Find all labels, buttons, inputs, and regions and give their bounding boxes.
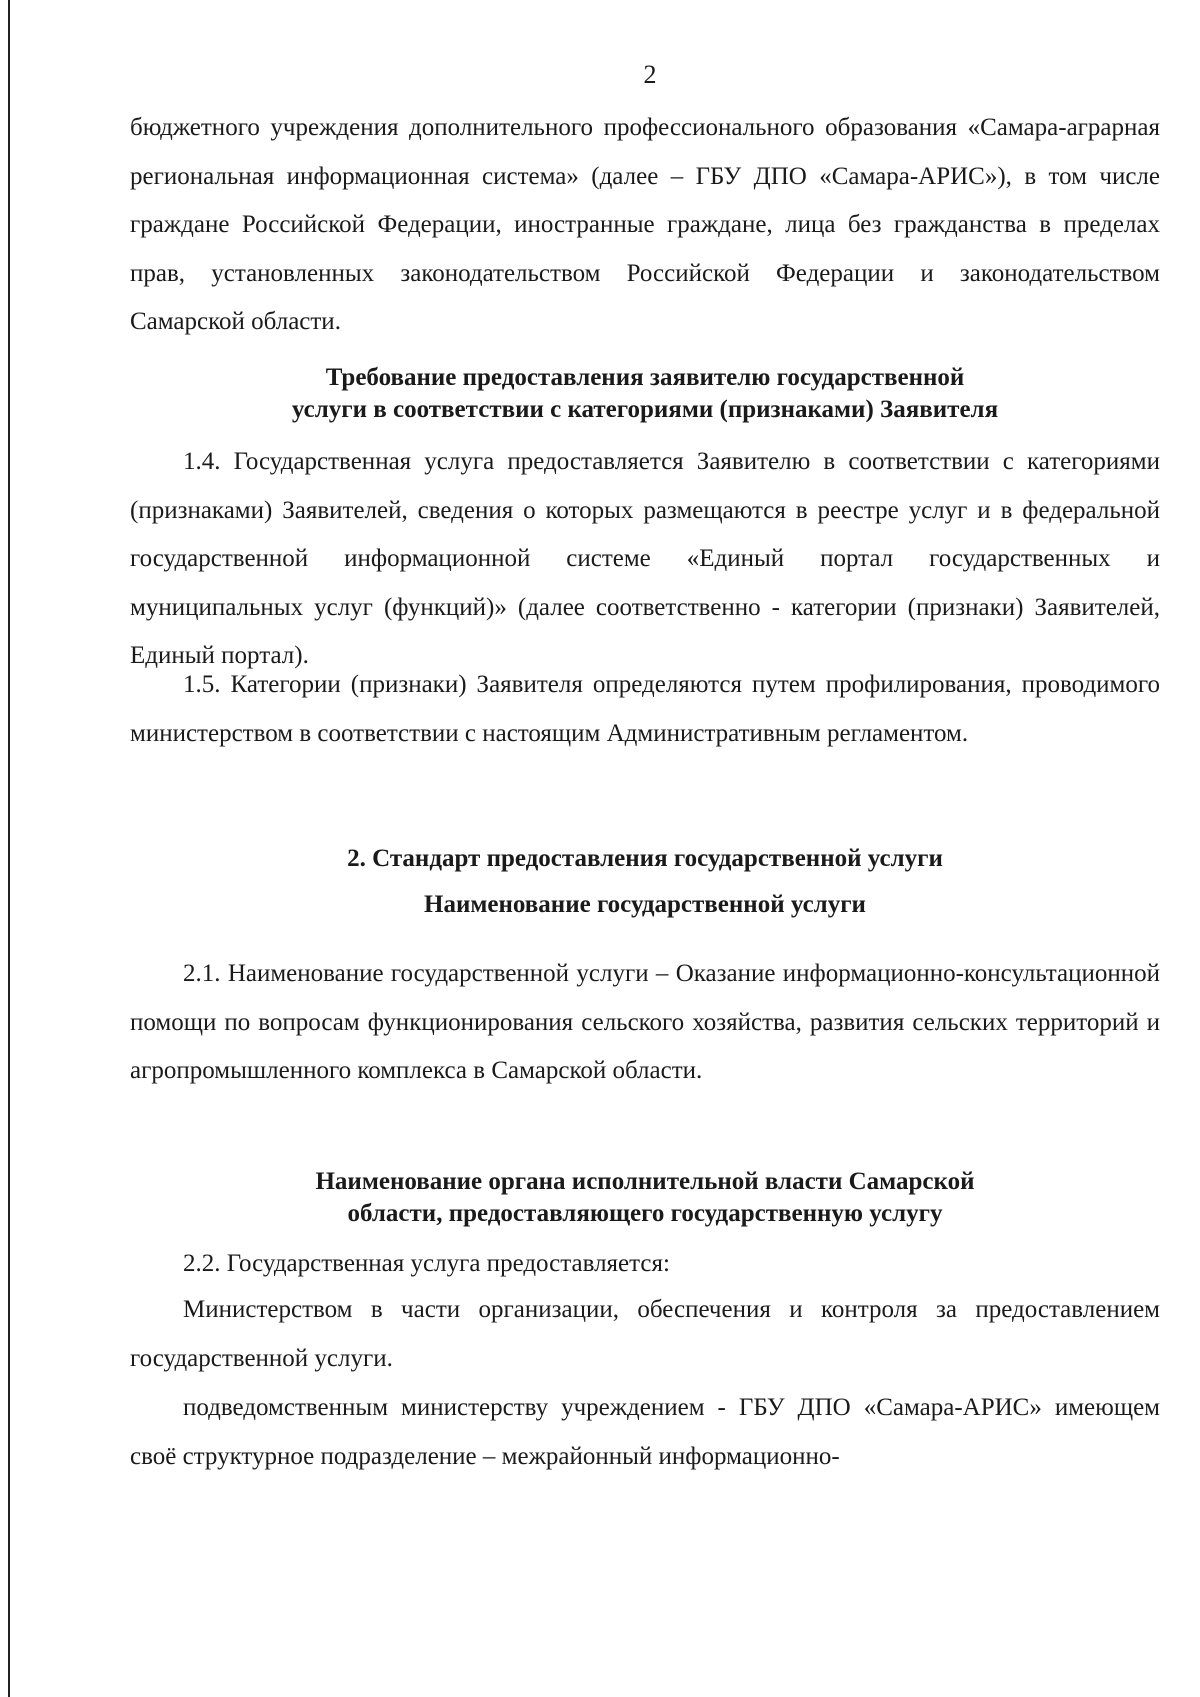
- heading-line: Наименование органа исполнительной власти Самарской: [315, 1168, 975, 1195]
- heading-authority: [130, 1166, 1160, 1230]
- heading-line: Требование предоставления заявителю государственной: [325, 364, 965, 391]
- paragraph-2-2-ministry: Министерством в части организации, обеспечения и контроля за предоставлением государственной услуги.: [130, 1296, 1160, 1372]
- paragraph-1-5: 1.5. Категории (признаки) Заявителя определяются путем профилирования, проводимого министерством в соответствии с настоящим Административным регламентом.: [130, 671, 1160, 747]
- heading-section-2: 2. Стандарт предоставления государственной услуги: [347, 845, 943, 872]
- heading-service-name: Наименование государственной услуги: [424, 891, 866, 918]
- paragraph-2-1: 2.1. Наименование государственной услуги – Оказание информационно-консультационной помощи по вопросам функционирования сельского хозяйства, развития сельских территорий и агропромышленного комплекса в Самарской области.: [130, 960, 1160, 1084]
- paragraph-1-4: 1.4. Государственная услуга предоставляется Заявителю в соответствии с категориями (признаками) Заявителей, сведения о которых размещаются в реестре услуг и в федеральной государственной информационной системе «Единый портал государственных и муниципальных услуг (функций)» (далее соответственно - категории (признаки) Заявителей, Единый портал).: [130, 448, 1160, 669]
- heading-applicant-categories: [130, 362, 1160, 426]
- page-number: 2: [643, 60, 657, 89]
- heading-line: услуги в соответствии с категориями (признаками) Заявителя: [291, 396, 999, 423]
- paragraph-2-2-institution: подведомственным министерству учреждением - ГБУ ДПО «Самара-АРИС» имеющем своё структурное подразделение – межрайонный информационно-: [130, 1394, 1160, 1470]
- heading-line: области, предоставляющего государственную услугу: [347, 1200, 943, 1227]
- binding-edge-line: [8, 0, 10, 1697]
- paragraph-2-2: 2.2. Государственная услуга предоставляется:: [183, 1250, 670, 1277]
- intro-paragraph: бюджетного учреждения дополнительного профессионального образования «Самара-аграрная региональная информационная система» (далее – ГБУ ДПО «Самара-АРИС»), в том числе граждане Российской Федерации, иностранные граждане, лица без гражданства в пределах прав, установленных законодательством Российской Федерации и законодательством Самарской области.: [130, 114, 1160, 335]
